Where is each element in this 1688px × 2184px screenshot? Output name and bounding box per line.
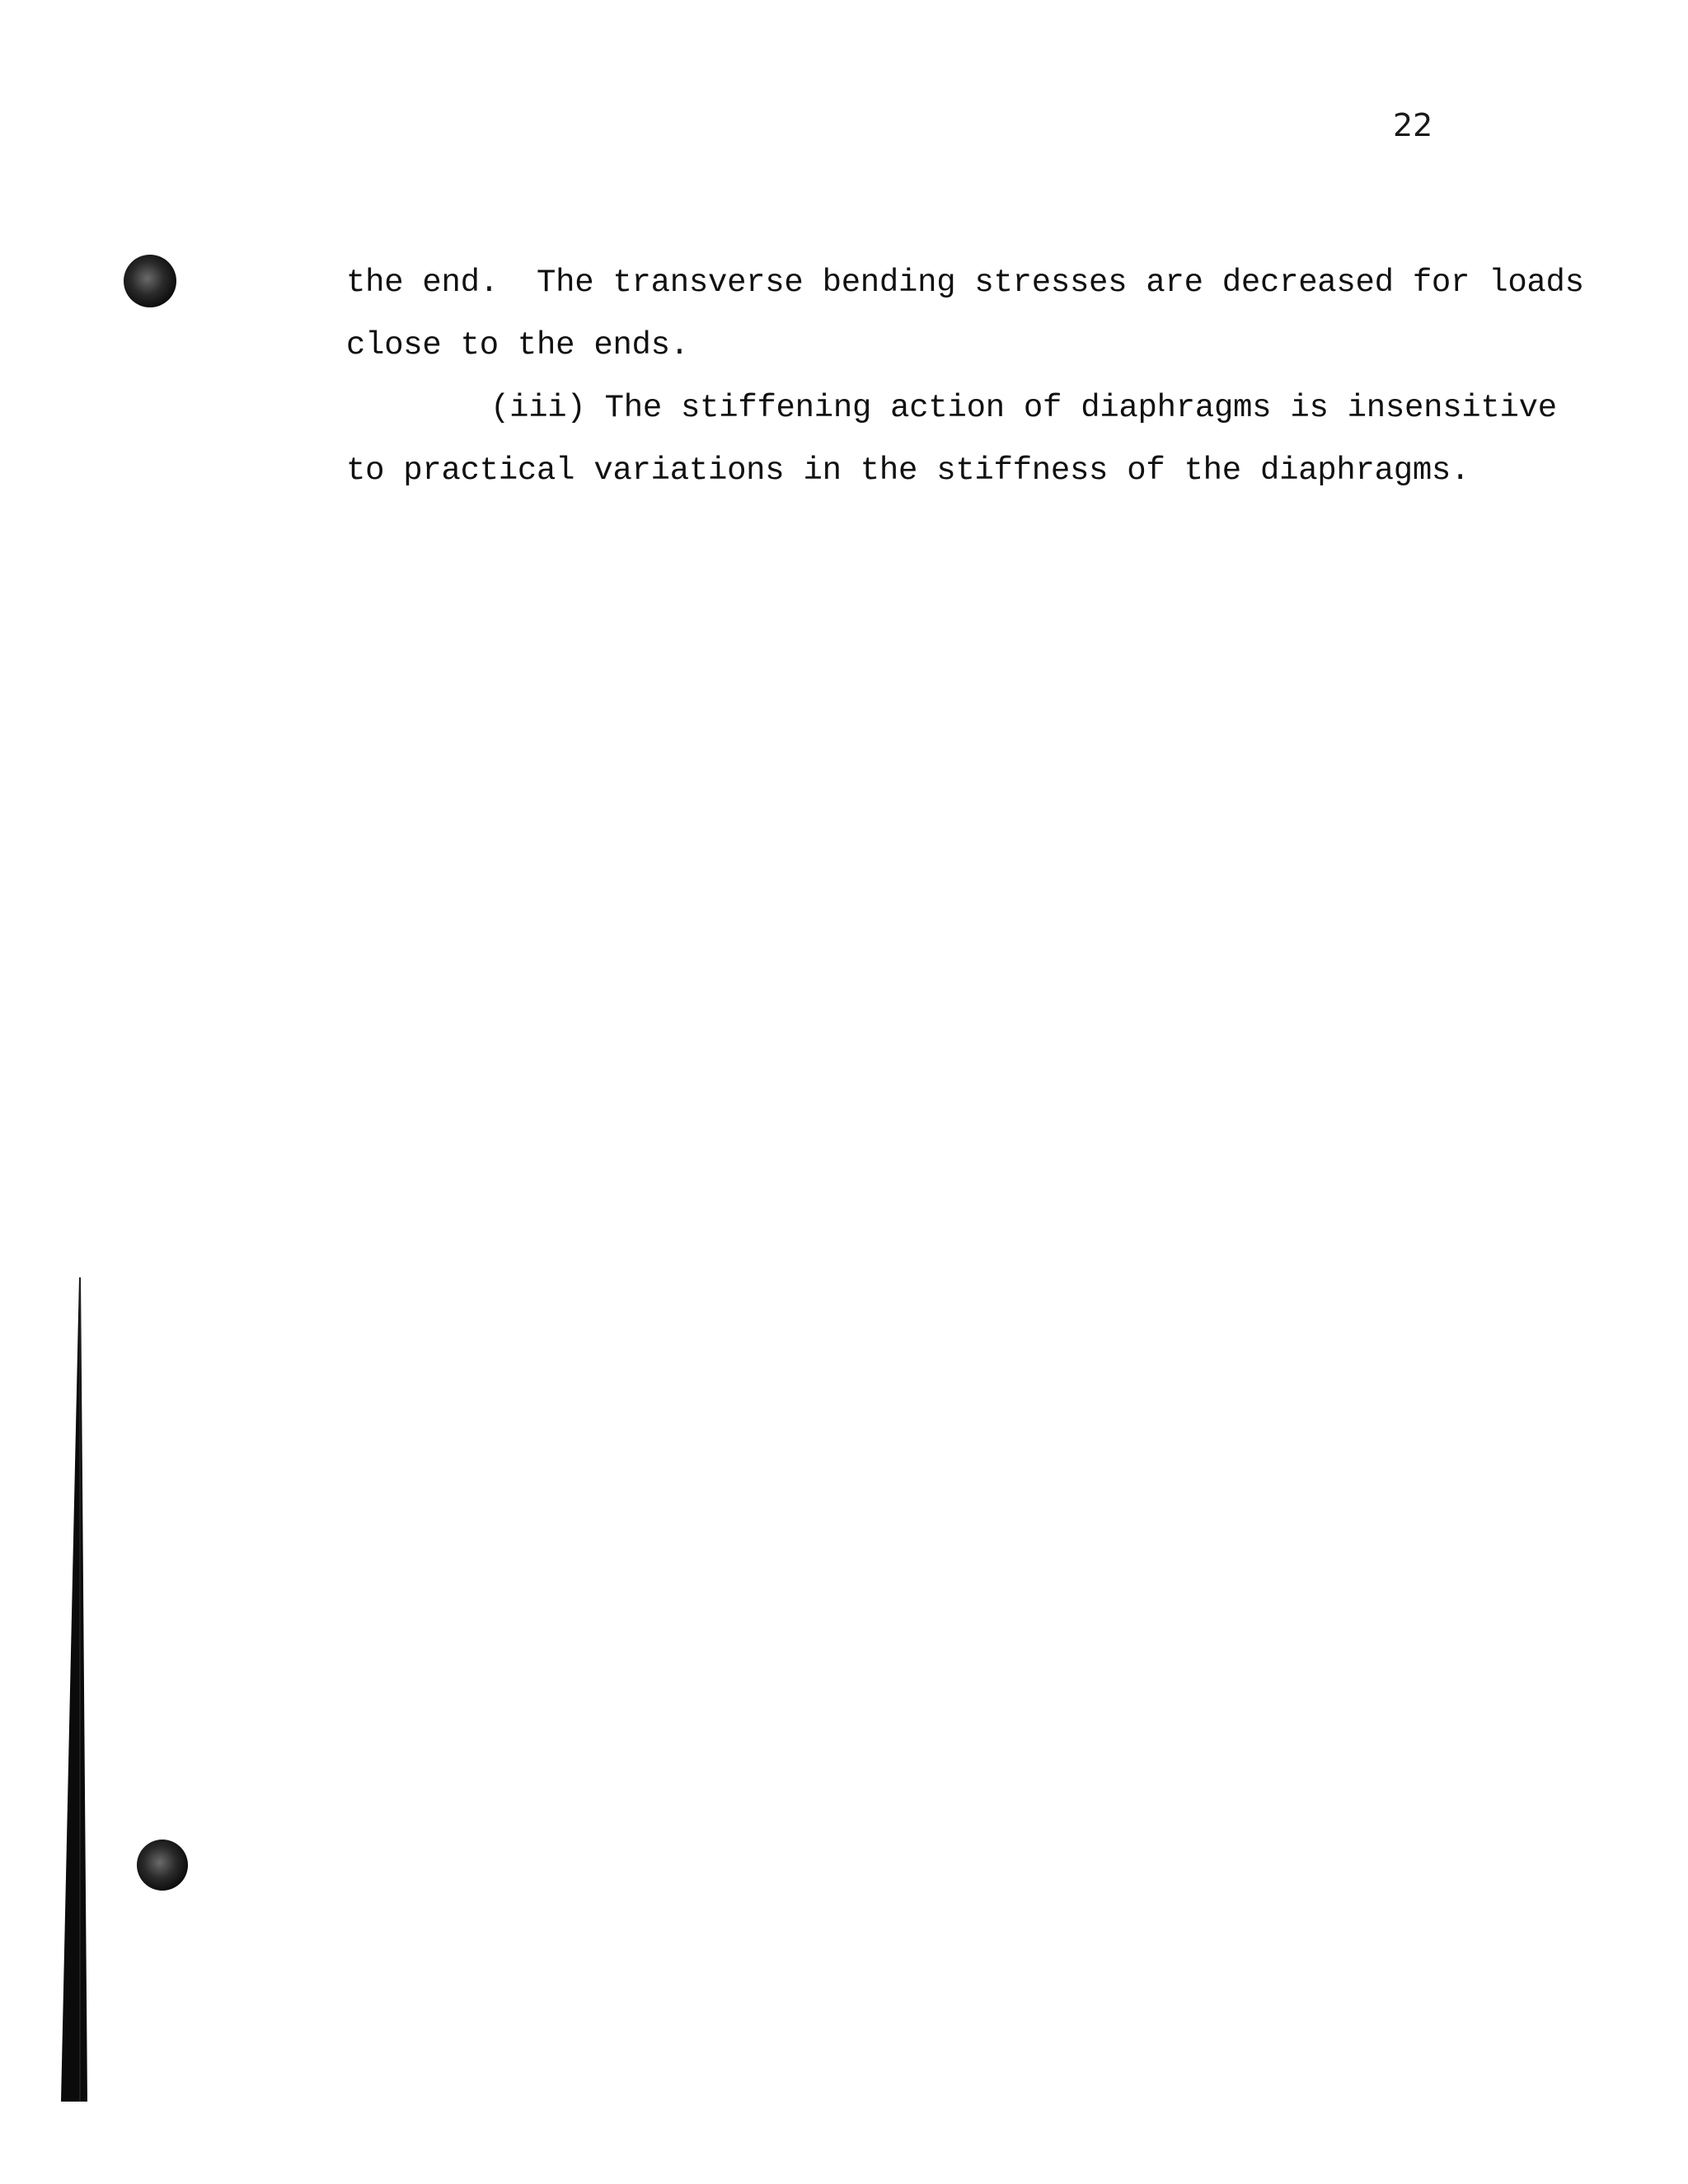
body-text (346, 251, 1584, 502)
punch-hole-icon (137, 1840, 188, 1891)
text-line: the end. The transverse bending stresses are decreased for loads (346, 265, 1584, 301)
text-line: close to the ends. (346, 327, 689, 363)
page-number: 22 (1393, 107, 1433, 143)
text-line: (iii) The stiffening action of diaphragms is insensitive (490, 390, 1557, 426)
binding-edge-shadow (61, 1277, 87, 2102)
punch-hole-icon (124, 255, 176, 307)
text-line: to practical variations in the stiffness of the diaphragms. (346, 452, 1470, 489)
